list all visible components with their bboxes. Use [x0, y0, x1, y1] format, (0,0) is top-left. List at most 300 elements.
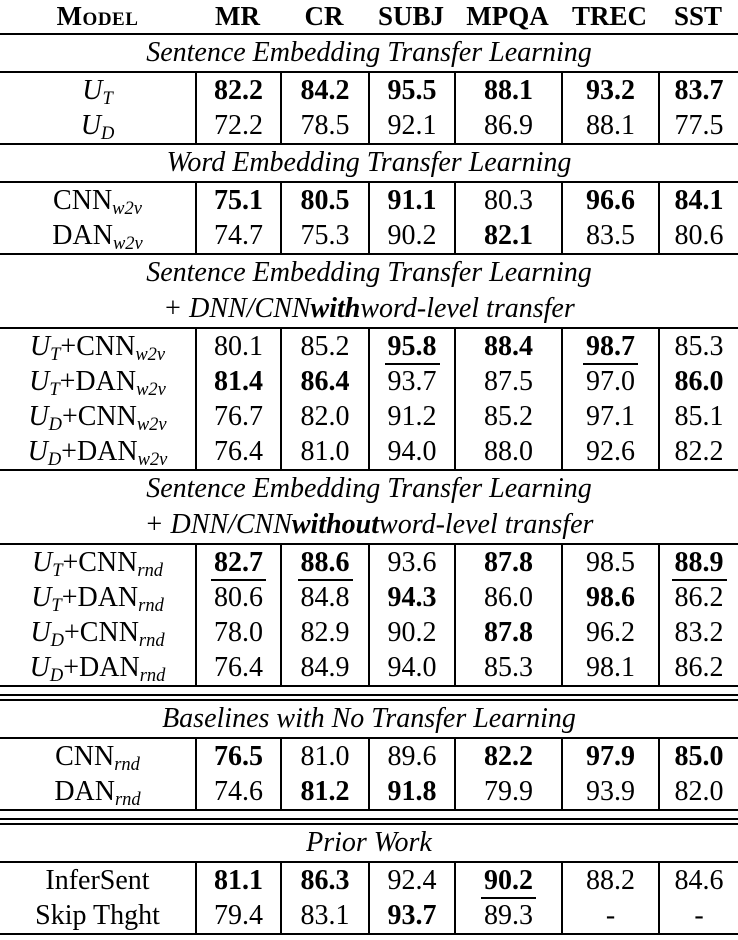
- text-part: Sentence Embedding Transfer Learning: [146, 37, 592, 68]
- score-value: 92.1: [387, 109, 437, 141]
- score-value: 87.5: [484, 365, 533, 397]
- value-cell: [368, 183, 454, 218]
- score-value: 88.1: [586, 109, 635, 141]
- value-cell: [658, 650, 738, 685]
- value-cell: [195, 218, 280, 253]
- model-name: [54, 775, 141, 809]
- value-cell: [561, 183, 658, 218]
- value-cell: [454, 739, 561, 774]
- value-cell: [454, 863, 561, 898]
- text-part: +DAN: [63, 651, 140, 683]
- subscript: w2v: [136, 413, 167, 434]
- score-value: 88.9: [672, 549, 727, 581]
- score-value: 86.2: [674, 651, 724, 683]
- score-value: 81.0: [300, 740, 350, 772]
- score-value: 84.2: [300, 74, 350, 106]
- text-part: InferSent: [45, 864, 150, 896]
- section-title: [0, 145, 738, 181]
- score-value: 91.1: [387, 184, 437, 216]
- score-value: 78.0: [214, 616, 263, 648]
- value-cell: [561, 218, 658, 253]
- value-cell: [454, 73, 561, 108]
- score-value: 78.5: [300, 109, 350, 141]
- score-value: 88.4: [484, 330, 533, 362]
- model-column-header: Model: [56, 1, 139, 31]
- value-cell: [280, 218, 368, 253]
- score-value: 81.2: [300, 775, 350, 807]
- value-cell: [454, 364, 561, 399]
- value-cell: [561, 615, 658, 650]
- value-cell: [368, 108, 454, 143]
- value-cell: [561, 774, 658, 809]
- value-cell: [368, 863, 454, 898]
- value-cell: [658, 774, 738, 809]
- table-row: [0, 434, 738, 469]
- value-cell: [368, 580, 454, 615]
- value-cell: [454, 580, 561, 615]
- subscript: D: [47, 448, 62, 469]
- section-title: [0, 471, 738, 507]
- model-cell: [0, 434, 195, 469]
- score-value: 85.3: [674, 330, 724, 362]
- model-name: [29, 365, 166, 399]
- model-column-header-cell: [0, 0, 195, 33]
- text-part: word-level transfer: [379, 509, 594, 540]
- text-part: CNN: [55, 740, 115, 772]
- model-name: [80, 109, 115, 143]
- value-cell: [368, 434, 454, 469]
- value-cell: [658, 580, 738, 615]
- score-value: 83.1: [300, 899, 350, 931]
- score-value: 88.6: [298, 549, 353, 581]
- section-title: [0, 825, 738, 861]
- table-row: [0, 650, 738, 685]
- value-cell: [454, 545, 561, 580]
- score-value: 83.5: [586, 219, 635, 251]
- model-cell: [0, 73, 195, 108]
- score-value: 90.2: [387, 219, 437, 251]
- text-part: U: [31, 581, 52, 613]
- value-cell: [280, 73, 368, 108]
- value-cell: [561, 364, 658, 399]
- value-cell: [280, 364, 368, 399]
- score-value: 81.1: [214, 864, 263, 896]
- value-cell: [280, 650, 368, 685]
- value-cell: [658, 399, 738, 434]
- value-cell: [195, 183, 280, 218]
- subscript: rnd: [137, 559, 164, 580]
- divider-gap: [0, 811, 738, 818]
- column-header-sst: SST: [673, 1, 723, 31]
- value-cell: [280, 434, 368, 469]
- subscript: D: [50, 629, 64, 650]
- column-header-cr: CR: [304, 1, 344, 31]
- model-cell: [0, 615, 195, 650]
- value-cell: [658, 615, 738, 650]
- value-cell: [454, 615, 561, 650]
- value-cell: [561, 650, 658, 685]
- model-cell: [0, 545, 195, 580]
- score-value: 82.7: [211, 549, 266, 581]
- table-header: [0, 0, 738, 33]
- model-cell: [0, 218, 195, 253]
- score-value: 97.0: [586, 365, 635, 397]
- value-cell: [368, 73, 454, 108]
- subscript: T: [51, 594, 62, 615]
- score-value: 91.8: [387, 775, 437, 807]
- score-value: 90.2: [387, 616, 437, 648]
- text-part: + DNN/CNN: [163, 293, 311, 324]
- value-cell: [195, 399, 280, 434]
- score-value: 93.7: [387, 365, 437, 397]
- score-value: 84.9: [300, 651, 350, 683]
- value-cell: [280, 399, 368, 434]
- model-name: [30, 616, 165, 650]
- score-value: 95.8: [385, 333, 440, 365]
- value-cell: [368, 329, 454, 364]
- section-title: [0, 255, 738, 291]
- value-cell: [561, 739, 658, 774]
- text-part: U: [29, 651, 50, 683]
- model-name: [55, 740, 140, 774]
- value-cell: [195, 434, 280, 469]
- score-value: 87.8: [484, 546, 533, 578]
- score-value: 97.9: [586, 740, 635, 772]
- table-row: [0, 545, 738, 580]
- text-part: + DNN/CNN: [144, 509, 292, 540]
- model-cell: [0, 774, 195, 809]
- value-cell: [658, 434, 738, 469]
- score-value: 76.4: [214, 651, 263, 683]
- score-value: 82.2: [214, 74, 263, 106]
- subscript: T: [102, 87, 113, 108]
- value-cell: [658, 898, 738, 933]
- subscript: D: [49, 664, 64, 685]
- value-cell: [280, 774, 368, 809]
- model-cell: [0, 863, 195, 898]
- value-cell: [454, 898, 561, 933]
- value-cell: [561, 580, 658, 615]
- model-name: [45, 864, 150, 896]
- table-row: [0, 183, 738, 218]
- score-value: 93.6: [387, 546, 437, 578]
- value-cell: [561, 108, 658, 143]
- value-cell: [195, 739, 280, 774]
- model-name: [53, 184, 142, 218]
- score-value: 76.7: [214, 400, 263, 432]
- score-value: 93.2: [586, 74, 635, 106]
- score-value: 79.9: [484, 775, 533, 807]
- table-row: [0, 580, 738, 615]
- score-value: 85.1: [674, 400, 724, 432]
- text-part: U: [28, 400, 49, 432]
- subscript: T: [49, 378, 60, 399]
- text-part: DAN: [52, 219, 113, 251]
- value-cell: [658, 863, 738, 898]
- value-cell: [658, 73, 738, 108]
- subscript: rnd: [115, 788, 141, 809]
- score-value: 79.4: [214, 899, 263, 931]
- score-value: 98.5: [586, 546, 635, 578]
- score-value: 97.1: [586, 400, 635, 432]
- score-value: 82.2: [674, 435, 724, 467]
- table-row: [0, 218, 738, 253]
- value-cell: [280, 108, 368, 143]
- subscript: w2v: [135, 343, 166, 364]
- model-cell: [0, 364, 195, 399]
- text-part: with: [310, 293, 361, 324]
- column-header-trec: TREC: [571, 1, 647, 31]
- score-value: 96.2: [586, 616, 635, 648]
- value-cell: [658, 108, 738, 143]
- value-cell: [195, 615, 280, 650]
- value-cell: [280, 615, 368, 650]
- score-value: 74.6: [214, 775, 263, 807]
- score-value: 82.9: [300, 616, 350, 648]
- value-cell: [195, 73, 280, 108]
- value-cell: [561, 863, 658, 898]
- text-part: U: [82, 74, 103, 106]
- value-cell: [368, 615, 454, 650]
- score-value: 98.6: [586, 581, 635, 613]
- score-value: 80.5: [300, 184, 350, 216]
- score-value: 86.9: [484, 109, 533, 141]
- subscript: rnd: [138, 629, 165, 650]
- value-cell: [195, 863, 280, 898]
- text-part: Baselines with No Transfer Learning: [162, 703, 576, 734]
- divider-gap: [0, 687, 738, 694]
- model-cell: [0, 739, 195, 774]
- score-value: 85.3: [484, 651, 533, 683]
- score-value: 88.1: [484, 74, 533, 106]
- value-cell: [195, 545, 280, 580]
- score-value: 94.3: [387, 581, 437, 613]
- value-cell: [195, 329, 280, 364]
- subscript: D: [48, 413, 62, 434]
- score-value: 76.4: [214, 435, 263, 467]
- value-cell: [280, 580, 368, 615]
- value-cell: [454, 218, 561, 253]
- text-part: Sentence Embedding Transfer Learning: [146, 473, 592, 504]
- score-value: 77.5: [674, 109, 724, 141]
- score-value: 96.6: [586, 184, 635, 216]
- score-value: 82.1: [484, 219, 533, 251]
- score-value: 98.7: [583, 333, 638, 365]
- text-part: Skip Thght: [35, 899, 160, 931]
- value-cell: [561, 434, 658, 469]
- model-name: [52, 219, 143, 253]
- value-cell: [658, 739, 738, 774]
- score-value: 80.3: [484, 184, 533, 216]
- subscript: w2v: [112, 197, 142, 218]
- model-name: [29, 651, 166, 685]
- value-cell: [454, 108, 561, 143]
- score-value: 85.2: [300, 330, 350, 362]
- score-value: 74.7: [214, 219, 263, 251]
- score-value: 93.7: [387, 899, 437, 931]
- value-cell: [280, 329, 368, 364]
- table-body: [0, 33, 738, 935]
- text-part: DAN: [54, 775, 115, 807]
- text-part: U: [29, 330, 51, 362]
- score-value: 86.0: [484, 581, 533, 613]
- model-cell: [0, 898, 195, 933]
- text-part: U: [27, 435, 48, 467]
- value-cell: [280, 183, 368, 218]
- value-cell: [195, 364, 280, 399]
- score-value: 81.0: [300, 435, 350, 467]
- model-name: [29, 330, 166, 364]
- text-part: U: [80, 109, 101, 141]
- value-cell: [280, 863, 368, 898]
- score-value: 81.4: [214, 365, 263, 397]
- text-part: U: [29, 365, 50, 397]
- value-cell: [280, 545, 368, 580]
- section-title: [0, 35, 738, 71]
- model-cell: [0, 183, 195, 218]
- table-row: [0, 108, 738, 143]
- score-value: 84.1: [674, 184, 724, 216]
- subscript: w2v: [137, 448, 168, 469]
- value-cell: [454, 774, 561, 809]
- score-value: 98.1: [586, 651, 635, 683]
- model-name: [27, 435, 168, 469]
- model-cell: [0, 399, 195, 434]
- score-value: 75.3: [300, 219, 350, 251]
- value-cell: [658, 364, 738, 399]
- subscript: rnd: [114, 753, 140, 774]
- value-cell: [368, 545, 454, 580]
- value-cell: [195, 774, 280, 809]
- score-value: 88.0: [484, 435, 533, 467]
- text-part: word-level transfer: [360, 293, 575, 324]
- score-value: 84.6: [674, 864, 724, 896]
- subscript: T: [50, 343, 61, 364]
- model-name: [28, 400, 167, 434]
- text-part: U: [30, 616, 51, 648]
- score-value: 86.2: [674, 581, 724, 613]
- score-value: 80.1: [214, 330, 263, 362]
- score-value: 86.0: [674, 365, 724, 397]
- score-value: 91.2: [387, 400, 437, 432]
- score-value: 89.3: [484, 899, 533, 931]
- text-part: +CNN: [60, 330, 136, 362]
- value-cell: [454, 650, 561, 685]
- value-cell: [368, 218, 454, 253]
- value-cell: [195, 650, 280, 685]
- value-cell: [561, 545, 658, 580]
- model-cell: [0, 580, 195, 615]
- value-cell: [195, 108, 280, 143]
- value-cell: [454, 399, 561, 434]
- value-cell: [561, 399, 658, 434]
- value-cell: [658, 183, 738, 218]
- value-cell: [658, 329, 738, 364]
- table-row: [0, 774, 738, 809]
- score-value: 85.0: [674, 740, 724, 772]
- value-cell: [454, 329, 561, 364]
- text-part: +CNN: [61, 400, 137, 432]
- score-value: 72.2: [214, 109, 263, 141]
- missing-value: -: [605, 899, 616, 931]
- text-part: U: [31, 546, 53, 578]
- text-part: +DAN: [61, 435, 138, 467]
- text-part: CNN: [53, 184, 113, 216]
- score-value: 87.8: [484, 616, 533, 648]
- text-part: +DAN: [61, 581, 139, 613]
- score-value: 76.5: [214, 740, 263, 772]
- score-value: 82.0: [300, 400, 350, 432]
- score-value: 75.1: [214, 184, 263, 216]
- score-value: 82.0: [674, 775, 724, 807]
- value-cell: [195, 898, 280, 933]
- value-cell: [368, 650, 454, 685]
- subscript: w2v: [112, 232, 143, 253]
- score-value: 84.8: [300, 581, 350, 613]
- text-part: Sentence Embedding Transfer Learning: [146, 257, 592, 288]
- score-value: 86.4: [300, 365, 350, 397]
- score-value: 83.2: [674, 616, 724, 648]
- value-cell: [658, 545, 738, 580]
- score-value: 95.5: [387, 74, 437, 106]
- table-row: [0, 73, 738, 108]
- model-cell: [0, 329, 195, 364]
- value-cell: [561, 73, 658, 108]
- table-row: [0, 329, 738, 364]
- value-cell: [561, 329, 658, 364]
- score-value: 86.3: [300, 864, 350, 896]
- column-header-subj: SUBJ: [377, 1, 445, 31]
- score-value: 83.7: [674, 74, 724, 106]
- score-value: 92.6: [586, 435, 635, 467]
- subscript: T: [52, 559, 63, 580]
- section-title: [0, 291, 738, 327]
- model-cell: [0, 650, 195, 685]
- missing-value: -: [694, 899, 704, 931]
- value-cell: [454, 434, 561, 469]
- value-cell: [368, 364, 454, 399]
- text-part: +DAN: [59, 365, 137, 397]
- text-part: Prior Work: [306, 827, 432, 858]
- value-cell: [280, 898, 368, 933]
- value-cell: [368, 399, 454, 434]
- table-row: [0, 399, 738, 434]
- model-name: [82, 74, 113, 108]
- model-name: [31, 546, 164, 580]
- score-value: 94.0: [387, 435, 437, 467]
- model-name: [35, 899, 160, 931]
- column-header-mpqa: MPQA: [466, 1, 549, 31]
- score-value: 88.2: [586, 864, 635, 896]
- model-name: [31, 581, 164, 615]
- value-cell: [454, 183, 561, 218]
- score-value: 85.2: [484, 400, 533, 432]
- score-value: 93.9: [586, 775, 635, 807]
- value-cell: [658, 218, 738, 253]
- text-part: without: [291, 509, 380, 540]
- score-value: 80.6: [214, 581, 263, 613]
- score-value: 89.6: [387, 740, 437, 772]
- value-cell: [195, 580, 280, 615]
- score-value: 82.2: [484, 740, 533, 772]
- subscript: D: [100, 122, 115, 143]
- text-part: +CNN: [64, 616, 139, 648]
- section-title: [0, 507, 738, 543]
- score-value: 90.2: [481, 867, 536, 899]
- value-cell: [561, 898, 658, 933]
- rule-line: [0, 933, 738, 935]
- subscript: rnd: [138, 594, 164, 615]
